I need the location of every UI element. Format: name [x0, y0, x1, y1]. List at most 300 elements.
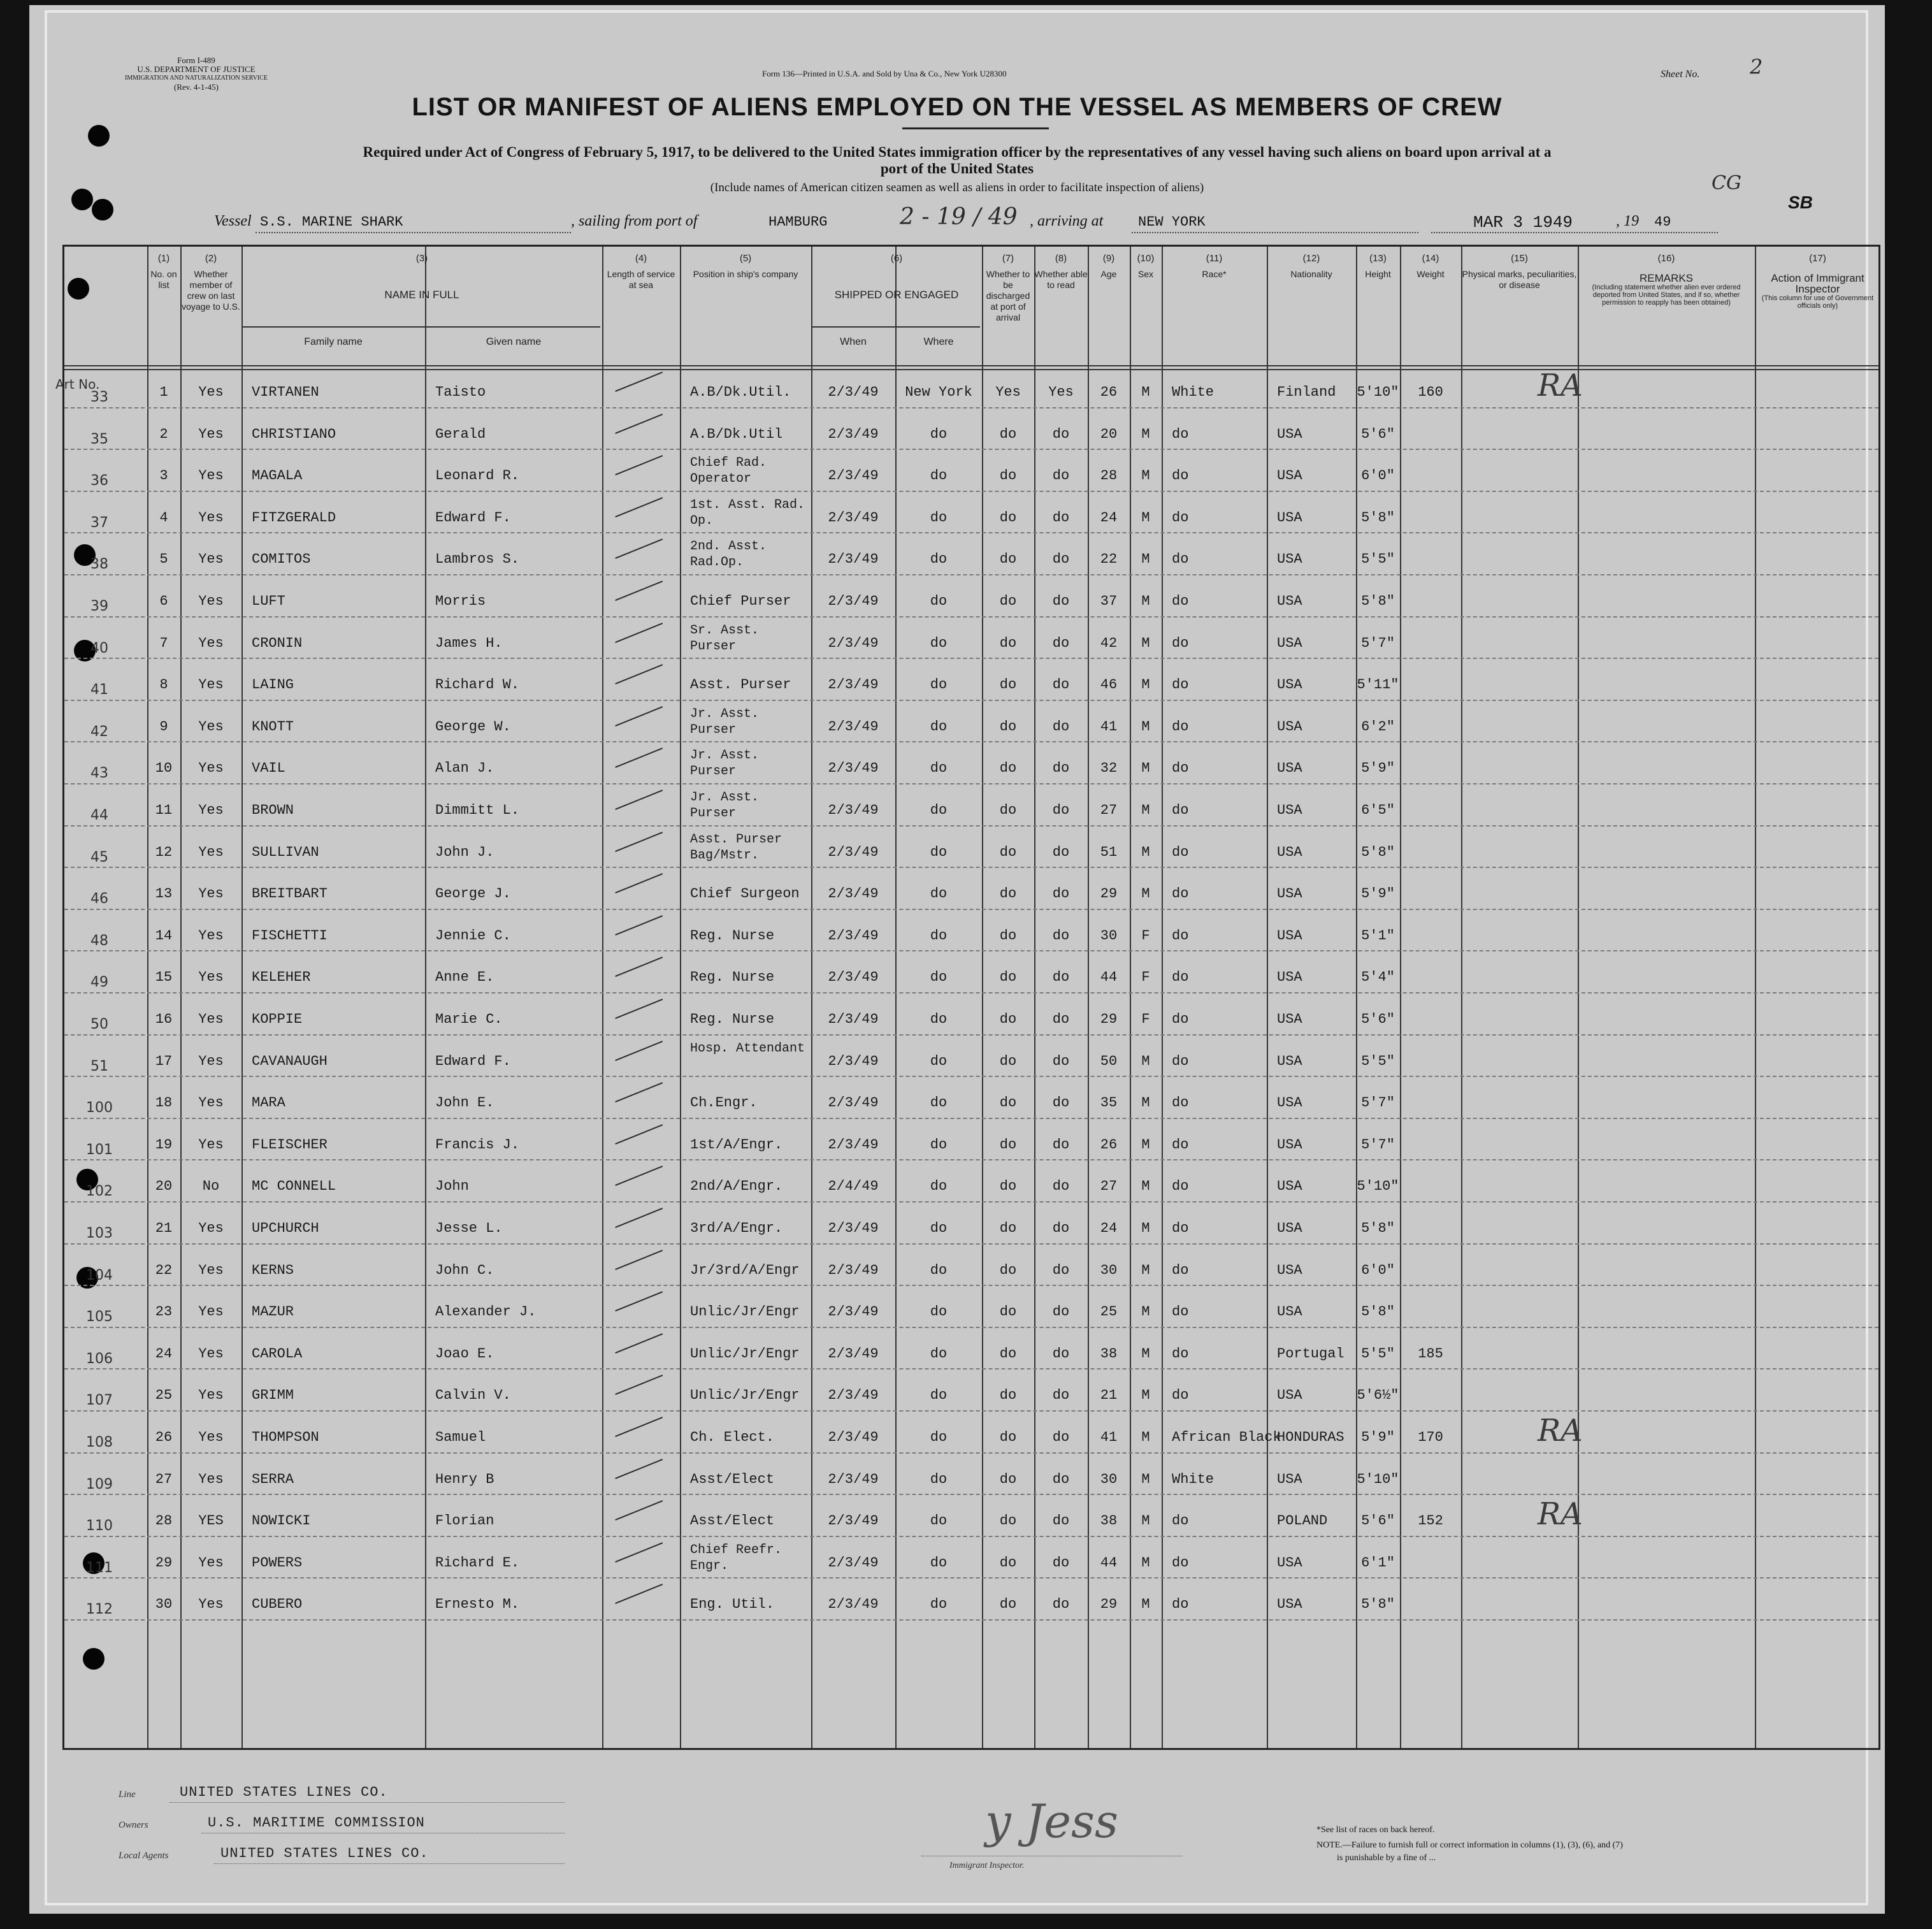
cell-position: Chief Rad. Operator — [690, 456, 767, 486]
corner-mark: CG — [1712, 172, 1741, 194]
cell-when: 2/3/49 — [828, 426, 879, 442]
cell-read: do — [1052, 969, 1070, 985]
cell-when: 2/3/49 — [828, 928, 879, 944]
column-header-3 — [242, 253, 602, 300]
cell-family: FLEISCHER — [252, 1137, 328, 1153]
cell-disch: do — [999, 551, 1017, 567]
port-to-underline — [1132, 232, 1418, 233]
cell-family: VAIL — [252, 760, 285, 776]
cell-race: do — [1172, 802, 1189, 818]
cell-position: Chief Purser — [690, 593, 791, 609]
cell-when: 2/3/49 — [828, 510, 879, 526]
cell-family: MAZUR — [252, 1304, 294, 1320]
cell-race: do — [1172, 844, 1189, 860]
cell-nat: USA — [1277, 468, 1302, 484]
cell-disch: do — [999, 1346, 1017, 1362]
arriving-label: , arriving at — [1030, 213, 1104, 229]
cell-race: do — [1172, 969, 1189, 985]
cell-no: 7 — [159, 635, 168, 651]
cell-read: do — [1052, 1471, 1070, 1487]
row-rule — [64, 1201, 1878, 1203]
cell-family: LUFT — [252, 593, 285, 609]
column-header-2 — [180, 253, 242, 312]
cell-position: 1st/A/Engr. — [690, 1137, 783, 1153]
cell-height: 5'10" — [1357, 384, 1399, 400]
cell-read: do — [1052, 1513, 1070, 1529]
line-label: Line — [119, 1789, 136, 1800]
cell-given: Samuel — [435, 1429, 486, 1445]
cell-where: do — [930, 1053, 948, 1069]
cell-family: BROWN — [252, 802, 294, 818]
cell-given: Ernesto M. — [435, 1596, 520, 1612]
cell-nat: USA — [1277, 928, 1302, 944]
cell-disch: do — [999, 969, 1017, 985]
cell-race: do — [1172, 1095, 1189, 1111]
cell-no: 15 — [155, 969, 173, 985]
cell-race: do — [1172, 1555, 1189, 1571]
cell-sex: F — [1141, 928, 1150, 944]
cell-disch: do — [999, 593, 1017, 609]
column-label: Nationality — [1290, 269, 1332, 279]
cell-crew: Yes — [198, 969, 224, 985]
remark-initials: RA — [1538, 1413, 1583, 1449]
cell-race: do — [1172, 635, 1189, 651]
art-number: 39 — [90, 598, 108, 614]
cell-disch: do — [999, 844, 1017, 860]
cell-race: do — [1172, 1220, 1189, 1236]
note-fine: is punishable by a fine of ... — [1337, 1853, 1436, 1863]
row-rule — [64, 1494, 1878, 1495]
column-number: (5) — [739, 253, 752, 264]
cell-nat: USA — [1277, 551, 1302, 567]
cell-family: CAROLA — [252, 1346, 303, 1362]
cell-no: 14 — [155, 928, 173, 944]
cell-read: do — [1052, 1137, 1070, 1153]
row-rule — [64, 574, 1878, 575]
cell-nat: USA — [1277, 719, 1302, 735]
cell-read: do — [1052, 1053, 1070, 1069]
cell-where: do — [930, 1137, 948, 1153]
column-label: SHIPPED OR ENGAGED — [834, 289, 959, 301]
cell-no: 24 — [155, 1346, 173, 1362]
column-subheader: Where — [923, 336, 954, 347]
cell-no: 28 — [155, 1513, 173, 1529]
cell-no: 8 — [159, 677, 168, 693]
footer-rules — [169, 1802, 565, 1803]
cell-height: 6'5" — [1361, 802, 1395, 818]
cell-crew: Yes — [198, 1555, 224, 1571]
row-rule — [64, 449, 1878, 450]
cell-no: 27 — [155, 1471, 173, 1487]
cell-race: do — [1172, 1053, 1189, 1069]
cell-crew: Yes — [198, 1137, 224, 1153]
column-subheader: Family name — [304, 336, 363, 347]
cell-where: do — [930, 1346, 948, 1362]
cell-read: do — [1052, 1346, 1070, 1362]
cell-height: 5'8" — [1361, 1304, 1395, 1320]
cell-when: 2/3/49 — [828, 384, 879, 400]
art-number: 108 — [86, 1434, 113, 1450]
cell-disch: do — [999, 1596, 1017, 1612]
cell-position: Sr. Asst. Purser — [690, 623, 760, 654]
cell-when: 2/3/49 — [828, 635, 879, 651]
cell-position: 2nd/A/Engr. — [690, 1178, 783, 1194]
cell-where: do — [930, 677, 948, 693]
column-number: (12) — [1302, 253, 1320, 264]
cell-sex: M — [1141, 1471, 1150, 1487]
cell-crew: Yes — [198, 551, 224, 567]
cell-read: do — [1052, 844, 1070, 860]
cell-given: Gerald — [435, 426, 486, 442]
cell-no: 2 — [159, 426, 168, 442]
cell-crew: Yes — [198, 1220, 224, 1236]
vessel-name: S.S. MARINE SHARK — [260, 214, 403, 230]
art-number: 48 — [90, 933, 108, 949]
cell-height: 6'1" — [1361, 1555, 1395, 1571]
column-label: No. on list — [150, 269, 177, 290]
cell-race: African Black — [1172, 1429, 1281, 1445]
cell-sex: M — [1141, 1346, 1150, 1362]
cell-when: 2/3/49 — [828, 719, 879, 735]
cell-given: Florian — [435, 1513, 494, 1529]
column-rule — [1755, 247, 1756, 1748]
cell-age: 27 — [1100, 1178, 1118, 1194]
cell-disch: Yes — [995, 384, 1021, 400]
art-number: 36 — [90, 473, 108, 489]
cell-when: 2/3/49 — [828, 886, 879, 902]
cell-no: 26 — [155, 1429, 173, 1445]
art-number: 103 — [86, 1225, 113, 1241]
cell-where: do — [930, 1387, 948, 1403]
column-header-11 — [1162, 253, 1267, 280]
art-number: 44 — [90, 807, 108, 823]
cell-race: do — [1172, 719, 1189, 735]
art-number: 45 — [90, 849, 108, 865]
cell-where: do — [930, 426, 948, 442]
row-rule — [64, 532, 1878, 533]
cell-race: do — [1172, 1137, 1189, 1153]
cell-height: 5'8" — [1361, 510, 1395, 526]
subtitle-line-2: port of the United States — [880, 161, 1034, 177]
cell-when: 2/4/49 — [828, 1178, 879, 1194]
cell-age: 30 — [1100, 1262, 1118, 1278]
cell-family: SERRA — [252, 1471, 294, 1487]
cell-height: 5'8" — [1361, 844, 1395, 860]
cell-age: 25 — [1100, 1304, 1118, 1320]
cell-position: Ch. Elect. — [690, 1429, 775, 1445]
row-rule — [64, 407, 1878, 408]
cell-nat: USA — [1277, 426, 1302, 442]
column-number: (13) — [1369, 253, 1387, 264]
cell-disch: do — [999, 1137, 1017, 1153]
cell-disch: do — [999, 468, 1017, 484]
column-header-5 — [680, 253, 811, 280]
cell-disch: do — [999, 1513, 1017, 1529]
cell-sex: M — [1141, 1262, 1150, 1278]
art-number: 102 — [86, 1183, 113, 1199]
cell-age: 26 — [1100, 1137, 1118, 1153]
cell-disch: do — [999, 1053, 1017, 1069]
cell-disch: do — [999, 1471, 1017, 1487]
cell-family: CHRISTIANO — [252, 426, 336, 442]
cell-age: 24 — [1100, 510, 1118, 526]
column-label: Whether to be discharged at port of arrival — [986, 269, 1030, 322]
cell-family: KOPPIE — [252, 1011, 303, 1027]
cell-sex: F — [1141, 1011, 1150, 1027]
cell-race: do — [1172, 1596, 1189, 1612]
cell-height: 5'1" — [1361, 928, 1395, 944]
agents-label: Local Agents — [119, 1851, 169, 1861]
cell-where: do — [930, 886, 948, 902]
cell-race: do — [1172, 551, 1189, 567]
cell-race: do — [1172, 593, 1189, 609]
cell-crew: Yes — [198, 1387, 224, 1403]
cell-no: 19 — [155, 1137, 173, 1153]
cell-family: CAVANAUGH — [252, 1053, 328, 1069]
cell-position: A.B/Dk.Util — [690, 426, 783, 442]
cell-age: 46 — [1100, 677, 1118, 693]
cell-age: 30 — [1100, 928, 1118, 944]
cell-race: do — [1172, 760, 1189, 776]
column-number: (9) — [1102, 253, 1115, 264]
cell-height: 5'5" — [1361, 551, 1395, 567]
cell-read: do — [1052, 635, 1070, 651]
cell-given: Alexander J. — [435, 1304, 537, 1320]
cell-position: Unlic/Jr/Engr — [690, 1304, 800, 1320]
cell-crew: Yes — [198, 886, 224, 902]
cell-no: 3 — [159, 468, 168, 484]
cell-height: 5'9" — [1361, 1429, 1395, 1445]
cell-where: do — [930, 1304, 948, 1320]
art-number: 33 — [90, 389, 108, 405]
column-label: Whether able to read — [1034, 269, 1088, 290]
cell-when: 2/3/49 — [828, 468, 879, 484]
cell-given: Taisto — [435, 384, 486, 400]
cell-family: KERNS — [252, 1262, 294, 1278]
cell-family: VIRTANEN — [252, 384, 319, 400]
note-failure: NOTE.—Failure to furnish full or correct information in columns (1), (3), (6), and (7) — [1316, 1840, 1623, 1850]
cell-given: George W. — [435, 719, 511, 735]
cell-where: do — [930, 635, 948, 651]
cell-position: Jr. Asst. Purser — [690, 748, 760, 779]
column-number: (14) — [1422, 253, 1439, 264]
cell-height: 5'4" — [1361, 969, 1395, 985]
cell-position: Jr. Asst. Purser — [690, 790, 760, 821]
column-rule — [1267, 247, 1268, 1748]
cell-family: SULLIVAN — [252, 844, 319, 860]
cell-position: Asst. Purser — [690, 677, 791, 693]
cell-position: Eng. Util. — [690, 1596, 775, 1612]
cell-when: 2/3/49 — [828, 1011, 879, 1027]
cell-when: 2/3/49 — [828, 1137, 879, 1153]
cell-read: do — [1052, 1429, 1070, 1445]
cell-no: 29 — [155, 1555, 173, 1571]
art-number: 112 — [86, 1601, 113, 1617]
cell-height: 6'0" — [1361, 468, 1395, 484]
cell-nat: Finland — [1277, 384, 1336, 400]
cell-read: do — [1052, 1011, 1070, 1027]
cell-height: 5'5" — [1361, 1346, 1395, 1362]
cell-weight: 185 — [1418, 1346, 1443, 1362]
cell-when: 2/3/49 — [828, 593, 879, 609]
art-number: 38 — [90, 556, 108, 572]
cell-where: do — [930, 760, 948, 776]
row-rule — [64, 1285, 1878, 1286]
cell-age: 44 — [1100, 969, 1118, 985]
cell-no: 20 — [155, 1178, 173, 1194]
cell-height: 5'6" — [1361, 426, 1395, 442]
cell-sex: M — [1141, 510, 1150, 526]
column-number: (3) — [415, 253, 428, 264]
cell-crew: Yes — [198, 1471, 224, 1487]
cell-family: POWERS — [252, 1555, 303, 1571]
cell-read: do — [1052, 1555, 1070, 1571]
cell-family: KNOTT — [252, 719, 294, 735]
cell-age: 28 — [1100, 468, 1118, 484]
column-header-8 — [1034, 253, 1088, 291]
column-rule — [680, 247, 681, 1748]
title-rule — [902, 127, 1049, 129]
row-rule — [64, 741, 1878, 742]
cell-sex: M — [1141, 1095, 1150, 1111]
cell-height: 5'6" — [1361, 1011, 1395, 1027]
cell-where: do — [930, 593, 948, 609]
cell-no: 1 — [159, 384, 168, 400]
cell-crew: Yes — [198, 468, 224, 484]
cell-crew: Yes — [198, 384, 224, 400]
cell-disch: do — [999, 1011, 1017, 1027]
cell-given: Jesse L. — [435, 1220, 503, 1236]
art-number: 51 — [90, 1058, 108, 1074]
cell-sex: M — [1141, 593, 1150, 609]
column-label: Height — [1365, 269, 1391, 279]
punch-hole — [88, 125, 110, 147]
cell-race: do — [1172, 677, 1189, 693]
cell-where: do — [930, 1011, 948, 1027]
cell-crew: Yes — [198, 1095, 224, 1111]
cell-nat: Portugal — [1277, 1346, 1344, 1362]
column-note: (This column for use of Government officials only) — [1761, 294, 1874, 310]
column-label: REMARKS — [1639, 272, 1694, 284]
column-label: Whether member of crew on last voyage to U.S. — [182, 269, 240, 312]
cell-read: do — [1052, 1262, 1070, 1278]
crew-table — [55, 245, 1880, 1750]
cell-age: 42 — [1100, 635, 1118, 651]
year-suffix: 49 — [1654, 214, 1671, 230]
cell-given: Leonard R. — [435, 468, 520, 484]
cell-where: do — [930, 551, 948, 567]
cell-where: New York — [905, 384, 972, 400]
cell-sex: M — [1141, 802, 1150, 818]
row-rule — [64, 783, 1878, 784]
cell-nat: USA — [1277, 1137, 1302, 1153]
cell-where: do — [930, 969, 948, 985]
cell-sex: M — [1141, 1178, 1150, 1194]
column-header-10 — [1130, 253, 1162, 280]
column-header-6 — [811, 253, 982, 300]
cell-where: do — [930, 1513, 948, 1529]
cell-given: Edward F. — [435, 1053, 511, 1069]
cell-position: Ch.Engr. — [690, 1095, 758, 1111]
cell-nat: USA — [1277, 1053, 1302, 1069]
cell-disch: do — [999, 760, 1017, 776]
cell-family: LAING — [252, 677, 294, 693]
cell-disch: do — [999, 719, 1017, 735]
cell-race: do — [1172, 1387, 1189, 1403]
port-from: HAMBURG — [768, 214, 828, 230]
header-rule — [64, 369, 1878, 370]
cell-where: do — [930, 1429, 948, 1445]
cell-when: 2/3/49 — [828, 1513, 879, 1529]
cell-disch: do — [999, 1387, 1017, 1403]
cell-given: Dimmitt L. — [435, 802, 520, 818]
column-header-16 — [1578, 253, 1755, 307]
column-label: Weight — [1417, 269, 1445, 279]
cell-crew: Yes — [198, 802, 224, 818]
cell-sex: M — [1141, 677, 1150, 693]
cell-position: Asst/Elect — [690, 1513, 775, 1529]
row-rule — [64, 1159, 1878, 1160]
sailing-label: , sailing from port of — [571, 213, 698, 229]
cell-position: Asst/Elect — [690, 1471, 775, 1487]
cell-no: 11 — [155, 802, 173, 818]
cell-age: 29 — [1100, 1011, 1118, 1027]
cell-read: do — [1052, 760, 1070, 776]
remark-initials: RA — [1538, 1496, 1583, 1532]
cell-no: 17 — [155, 1053, 173, 1069]
row-rule — [64, 1410, 1878, 1412]
column-number: (7) — [1002, 253, 1014, 264]
subheader-rule — [811, 326, 980, 328]
cell-disch: do — [999, 1555, 1017, 1571]
cell-age: 50 — [1100, 1053, 1118, 1069]
cell-where: do — [930, 1178, 948, 1194]
cell-nat: USA — [1277, 677, 1302, 693]
cell-when: 2/3/49 — [828, 844, 879, 860]
cell-when: 2/3/49 — [828, 1555, 879, 1571]
cell-read: do — [1052, 1387, 1070, 1403]
cell-no: 10 — [155, 760, 173, 776]
cell-nat: USA — [1277, 844, 1302, 860]
cell-height: 6'2" — [1361, 719, 1395, 735]
art-number: 101 — [86, 1142, 113, 1158]
cell-given: John E. — [435, 1095, 494, 1111]
cell-crew: Yes — [198, 1596, 224, 1612]
cell-given: Marie C. — [435, 1011, 503, 1027]
column-label: Sex — [1137, 269, 1154, 279]
cell-sex: M — [1141, 1387, 1150, 1403]
cell-crew: Yes — [198, 1053, 224, 1069]
column-header-13 — [1356, 253, 1400, 280]
row-rule — [64, 1243, 1878, 1245]
cell-sex: M — [1141, 719, 1150, 735]
cell-height: 5'7" — [1361, 1137, 1395, 1153]
cell-where: do — [930, 1596, 948, 1612]
cell-nat: USA — [1277, 1471, 1302, 1487]
cell-age: 38 — [1100, 1346, 1118, 1362]
row-rule — [64, 950, 1878, 951]
cell-sex: M — [1141, 468, 1150, 484]
cell-race: White — [1172, 1471, 1215, 1487]
cell-nat: POLAND — [1277, 1513, 1328, 1529]
cell-where: do — [930, 510, 948, 526]
cell-position: A.B/Dk.Util. — [690, 384, 791, 400]
vessel-underline — [256, 232, 571, 233]
cell-sex: M — [1141, 1220, 1150, 1236]
cell-crew: Yes — [198, 593, 224, 609]
cell-no: 16 — [155, 1011, 173, 1027]
row-rule — [64, 700, 1878, 701]
